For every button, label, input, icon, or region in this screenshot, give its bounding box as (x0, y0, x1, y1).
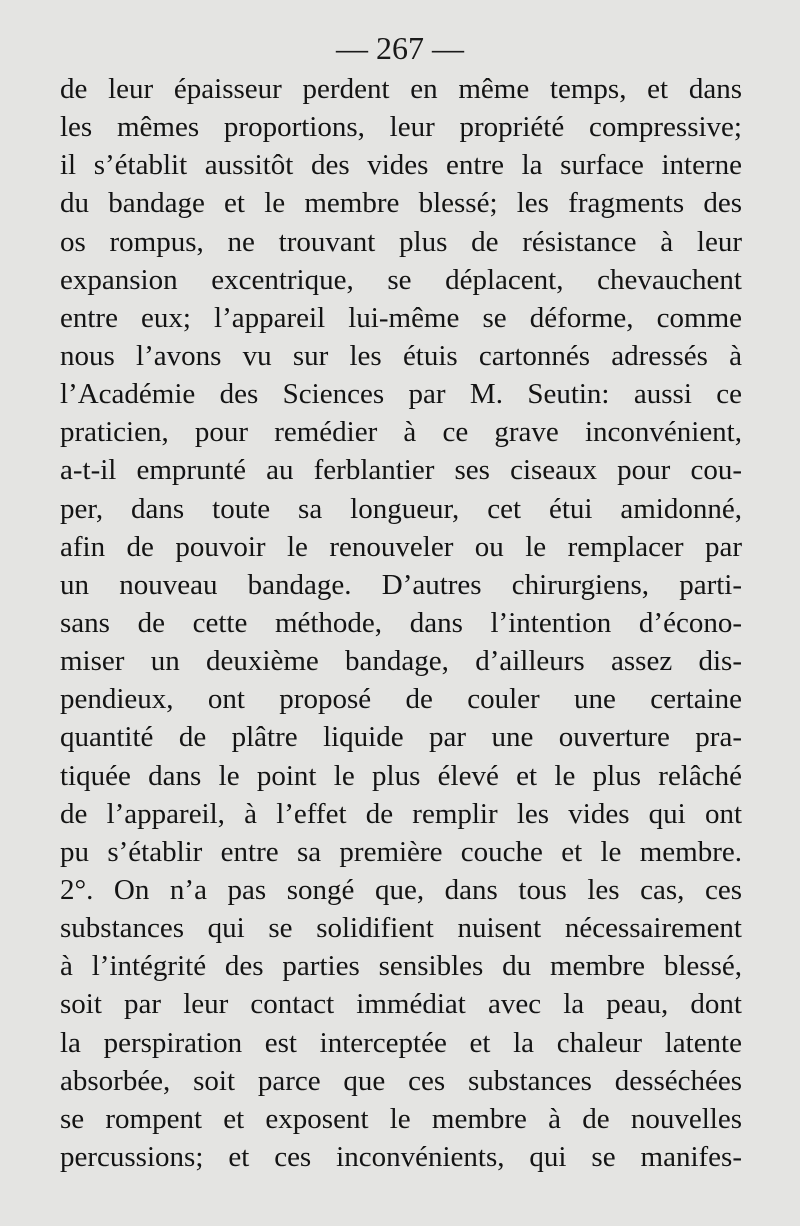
text-line: soit par leur contact immédiat avec la peau, dont (60, 988, 742, 1021)
text-line: quantité de plâtre liquide par une ouverture pra- (60, 721, 742, 754)
text-line: tiquée dans le point le plus élevé et le plus relâché (60, 759, 742, 792)
text-line: se rompent et exposent le membre à de nouvelles (60, 1102, 742, 1135)
text-line: du bandage et le membre blessé; les fragments des (60, 187, 742, 220)
text-line: afin de pouvoir le renouveler ou le remplacer par (60, 530, 742, 563)
body-text (60, 70, 742, 1176)
page-number: — 267 — (336, 30, 464, 66)
text-line: miser un deuxième bandage, d’ailleurs assez dis- (60, 645, 742, 678)
text-line: percussions; et ces inconvénients, qui se manifes- (60, 1140, 742, 1173)
text-line: expansion excentrique, se déplacent, chevauchent (60, 263, 742, 296)
text-line: a-t-il emprunté au ferblantier ses ciseaux pour cou- (60, 454, 742, 487)
text-line: os rompus, ne trouvant plus de résistance à leur (60, 225, 742, 258)
text-line: la perspiration est interceptée et la chaleur latente (60, 1026, 742, 1059)
text-line: de l’appareil, à l’effet de remplir les vides qui ont (60, 797, 742, 830)
text-line: les mêmes proportions, leur propriété compressive; (60, 111, 742, 144)
text-line: pu s’établir entre sa première couche et le membre. (60, 835, 742, 868)
text-line: de leur épaisseur perdent en même temps, et dans (60, 73, 742, 105)
text-line: substances qui se solidifient nuisent nécessairement (60, 912, 742, 945)
text-line: un nouveau bandage. D’autres chirurgiens, parti- (60, 568, 742, 601)
text-line: à l’intégrité des parties sensibles du membre blessé, (60, 950, 742, 983)
text-line: il s’établit aussitôt des vides entre la surface interne (60, 149, 742, 182)
text-line: 2°. On n’a pas songé que, dans tous les cas, ces (60, 873, 742, 906)
text-line: per, dans toute sa longueur, cet étui amidonné, (60, 492, 742, 525)
text-line: praticien, pour remédier à ce grave inconvénient, (60, 416, 742, 449)
text-line: sans de cette méthode, dans l’intention d’écono- (60, 606, 742, 639)
text-line: nous l’avons vu sur les étuis cartonnés adressés à (60, 339, 742, 372)
text-line: pendieux, ont proposé de couler une certaine (60, 683, 742, 716)
text-line: absorbée, soit parce que ces substances desséchées (60, 1064, 742, 1097)
text-line: l’Académie des Sciences par M. Seutin: aussi ce (60, 378, 742, 411)
text-line: entre eux; l’appareil lui-même se déforme, comme (60, 301, 742, 334)
